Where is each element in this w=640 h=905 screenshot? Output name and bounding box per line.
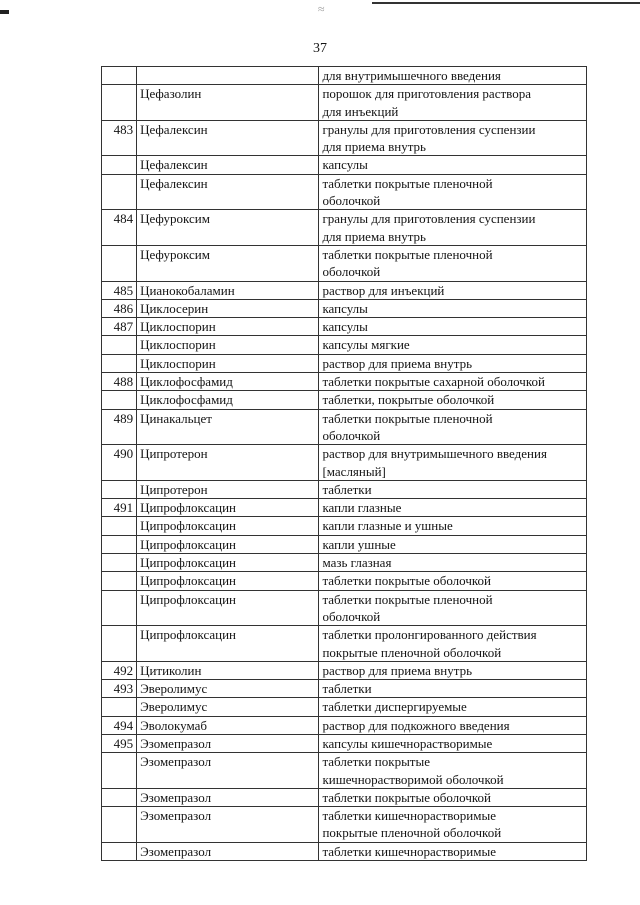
- drug-name: Ципрофлоксацин: [137, 517, 319, 535]
- row-number: [102, 245, 137, 281]
- row-number: [102, 590, 137, 626]
- dosage-form: [319, 445, 587, 481]
- drug-name: Цефалексин: [137, 174, 319, 210]
- dosage-form: [319, 535, 587, 553]
- table-row: [102, 245, 587, 281]
- table-row: [102, 120, 587, 156]
- row-number: [102, 626, 137, 662]
- drug-name: Эзомепразол: [137, 788, 319, 806]
- dosage-form: [319, 281, 587, 299]
- drug-name: Ципротерон: [137, 445, 319, 481]
- drug-name: Ципрофлоксацин: [137, 590, 319, 626]
- dosage-form-line: таблетки: [322, 481, 372, 497]
- drug-name: Ципрофлоксацин: [137, 499, 319, 517]
- dosage-form-line: таблетки покрытые пленочной: [322, 175, 493, 191]
- drug-name: [137, 67, 319, 85]
- dosage-form-line: раствор для внутримышечного введения: [322, 446, 547, 462]
- row-number: [102, 788, 137, 806]
- dosage-form: [319, 67, 587, 85]
- dosage-form-line: капли ушные: [322, 536, 396, 552]
- row-number: [102, 336, 137, 354]
- dosage-form-line: для приема внутрь: [322, 139, 426, 155]
- dosage-form-line: для инъекций: [322, 103, 399, 119]
- drug-name: Циклоспорин: [137, 354, 319, 372]
- drug-list-body: [102, 67, 587, 861]
- row-number: 488: [102, 373, 137, 391]
- drug-name: Цианокобаламин: [137, 281, 319, 299]
- drug-name: Эверолимус: [137, 698, 319, 716]
- dosage-form: [319, 572, 587, 590]
- dosage-form: [319, 409, 587, 445]
- row-number: 494: [102, 716, 137, 734]
- row-number: 490: [102, 445, 137, 481]
- dosage-form: [319, 210, 587, 246]
- row-number: [102, 480, 137, 498]
- table-row: [102, 499, 587, 517]
- row-number: [102, 67, 137, 85]
- dosage-form-line: оболочкой: [322, 193, 381, 209]
- drug-name: Циклофосфамид: [137, 373, 319, 391]
- row-number: 486: [102, 299, 137, 317]
- table-row: [102, 517, 587, 535]
- table-row: [102, 554, 587, 572]
- dosage-form-line: капли глазные и ушные: [322, 518, 453, 534]
- table-row: [102, 734, 587, 752]
- drug-name: Цефуроксим: [137, 245, 319, 281]
- row-number: 492: [102, 661, 137, 679]
- table-row: [102, 535, 587, 553]
- table-row: [102, 67, 587, 85]
- row-number: 489: [102, 409, 137, 445]
- drug-name: Цефалексин: [137, 156, 319, 174]
- table-row: [102, 336, 587, 354]
- dosage-form-line: таблетки: [322, 681, 372, 697]
- drug-name: Цефуроксим: [137, 210, 319, 246]
- dosage-form-line: раствор для инъекций: [322, 282, 445, 298]
- drug-name: Эволокумаб: [137, 716, 319, 734]
- table-row: [102, 156, 587, 174]
- table-row: [102, 373, 587, 391]
- drug-name: Циклоспорин: [137, 318, 319, 336]
- row-number: 491: [102, 499, 137, 517]
- row-number: [102, 517, 137, 535]
- dosage-form-line: раствор для подкожного введения: [322, 717, 510, 733]
- dosage-form-line: капсулы: [322, 319, 368, 335]
- row-number: [102, 354, 137, 372]
- dosage-form: [319, 480, 587, 498]
- dosage-form: [319, 299, 587, 317]
- drug-name: Циклоспорин: [137, 336, 319, 354]
- table-row: [102, 299, 587, 317]
- drug-name: Ципрофлоксацин: [137, 535, 319, 553]
- dosage-form-line: капсулы кишечнорастворимые: [322, 735, 493, 751]
- table-row: [102, 572, 587, 590]
- dosage-form-line: таблетки кишечнорастворимые: [322, 808, 496, 824]
- drug-name: Цитиколин: [137, 661, 319, 679]
- dosage-form-line: покрытые пленочной оболочкой: [322, 825, 502, 841]
- table-row: [102, 807, 587, 843]
- dosage-form: [319, 807, 587, 843]
- dosage-form: [319, 245, 587, 281]
- dosage-form: [319, 788, 587, 806]
- drug-name: Цефазолин: [137, 85, 319, 121]
- drug-name: Цинакальцет: [137, 409, 319, 445]
- table-row: [102, 85, 587, 121]
- table-row: [102, 391, 587, 409]
- dosage-form-line: раствор для приема внутрь: [322, 355, 472, 371]
- table-row: [102, 716, 587, 734]
- table-row: [102, 661, 587, 679]
- row-number: [102, 572, 137, 590]
- scan-artifact-icon: ≈: [318, 2, 325, 16]
- dosage-form-line: покрытые пленочной оболочкой: [322, 644, 502, 660]
- row-number: [102, 842, 137, 860]
- drug-name: Ципрофлоксацин: [137, 554, 319, 572]
- table-row: [102, 281, 587, 299]
- drug-name: Ципрофлоксацин: [137, 626, 319, 662]
- drug-name: Ципрофлоксацин: [137, 572, 319, 590]
- dosage-form: [319, 156, 587, 174]
- dosage-form-line: для внутримышечного введения: [322, 68, 501, 83]
- dosage-form-line: таблетки покрытые оболочкой: [322, 789, 491, 805]
- row-number: [102, 85, 137, 121]
- dosage-form-line: капсулы мягкие: [322, 337, 410, 353]
- dosage-form: [319, 626, 587, 662]
- row-number: 495: [102, 734, 137, 752]
- drug-name: Циклофосфамид: [137, 391, 319, 409]
- dosage-form: [319, 842, 587, 860]
- drug-name: Эверолимус: [137, 680, 319, 698]
- dosage-form-line: [масляный]: [322, 463, 386, 479]
- table-row: [102, 354, 587, 372]
- table-row: [102, 590, 587, 626]
- table-row: [102, 842, 587, 860]
- page-number: 37: [313, 41, 327, 56]
- dosage-form: [319, 554, 587, 572]
- table-row: [102, 210, 587, 246]
- row-number: [102, 535, 137, 553]
- dosage-form-line: капсулы: [322, 300, 368, 316]
- dosage-form: [319, 753, 587, 789]
- row-number: [102, 554, 137, 572]
- dosage-form-line: порошок для приготовления раствора: [322, 86, 531, 102]
- dosage-form: [319, 734, 587, 752]
- dosage-form-line: таблетки покрытые сахарной оболочкой: [322, 374, 545, 390]
- dosage-form: [319, 661, 587, 679]
- dosage-form: [319, 85, 587, 121]
- dosage-form-line: для приема внутрь: [322, 228, 426, 244]
- table-row: [102, 409, 587, 445]
- dosage-form: [319, 336, 587, 354]
- table-row: [102, 753, 587, 789]
- dosage-form-line: гранулы для приготовления суспензии: [322, 121, 536, 137]
- dosage-form: [319, 373, 587, 391]
- drug-list-table: [101, 66, 587, 861]
- dosage-form: [319, 698, 587, 716]
- dosage-form-line: таблетки, покрытые оболочкой: [322, 392, 495, 408]
- row-number: 484: [102, 210, 137, 246]
- dosage-form: [319, 680, 587, 698]
- dosage-form-line: таблетки диспергируемые: [322, 699, 467, 715]
- drug-name: Циклосерин: [137, 299, 319, 317]
- table-row: [102, 626, 587, 662]
- drug-name: Эзомепразол: [137, 842, 319, 860]
- dosage-form-line: мазь глазная: [322, 555, 392, 571]
- dosage-form-line: таблетки пролонгированного действия: [322, 627, 537, 643]
- drug-name: Эзомепразол: [137, 734, 319, 752]
- table-row: [102, 680, 587, 698]
- row-number: [102, 753, 137, 789]
- dosage-form: [319, 716, 587, 734]
- dosage-form-line: капли глазные: [322, 500, 402, 516]
- dosage-form-line: капсулы: [322, 157, 368, 173]
- dosage-form: [319, 391, 587, 409]
- row-number: 485: [102, 281, 137, 299]
- drug-name: Эзомепразол: [137, 807, 319, 843]
- table-row: [102, 318, 587, 336]
- row-number: 487: [102, 318, 137, 336]
- row-number: 493: [102, 680, 137, 698]
- row-number: [102, 174, 137, 210]
- dosage-form-line: оболочкой: [322, 608, 381, 624]
- dosage-form-line: гранулы для приготовления суспензии: [322, 211, 536, 227]
- dosage-form-line: таблетки покрытые пленочной: [322, 410, 493, 426]
- table-row: [102, 174, 587, 210]
- dosage-form-line: таблетки покрытые пленочной: [322, 591, 493, 607]
- row-number: [102, 698, 137, 716]
- drug-name: Эзомепразол: [137, 753, 319, 789]
- dosage-form: [319, 174, 587, 210]
- dosage-form: [319, 499, 587, 517]
- dosage-form-line: таблетки покрытые пленочной: [322, 246, 493, 262]
- dosage-form-line: таблетки кишечнорастворимые: [322, 843, 496, 859]
- dosage-form: [319, 318, 587, 336]
- table-row: [102, 445, 587, 481]
- drug-name: Ципротерон: [137, 480, 319, 498]
- row-number: [102, 807, 137, 843]
- dosage-form-line: оболочкой: [322, 427, 381, 443]
- dosage-form-line: раствор для приема внутрь: [322, 662, 472, 678]
- dosage-form-line: таблетки покрытые: [322, 754, 430, 770]
- table-row: [102, 480, 587, 498]
- row-number: 483: [102, 120, 137, 156]
- scan-edge-mark: [0, 10, 9, 14]
- dosage-form-line: оболочкой: [322, 264, 381, 280]
- dosage-form: [319, 120, 587, 156]
- dosage-form: [319, 517, 587, 535]
- dosage-form: [319, 590, 587, 626]
- row-number: [102, 391, 137, 409]
- drug-name: Цефалексин: [137, 120, 319, 156]
- table-row: [102, 788, 587, 806]
- dosage-form: [319, 354, 587, 372]
- dosage-form-line: таблетки покрытые оболочкой: [322, 573, 491, 589]
- dosage-form-line: кишечнорастворимой оболочкой: [322, 771, 504, 787]
- row-number: [102, 156, 137, 174]
- table-row: [102, 698, 587, 716]
- scan-edge-line: [372, 2, 640, 5]
